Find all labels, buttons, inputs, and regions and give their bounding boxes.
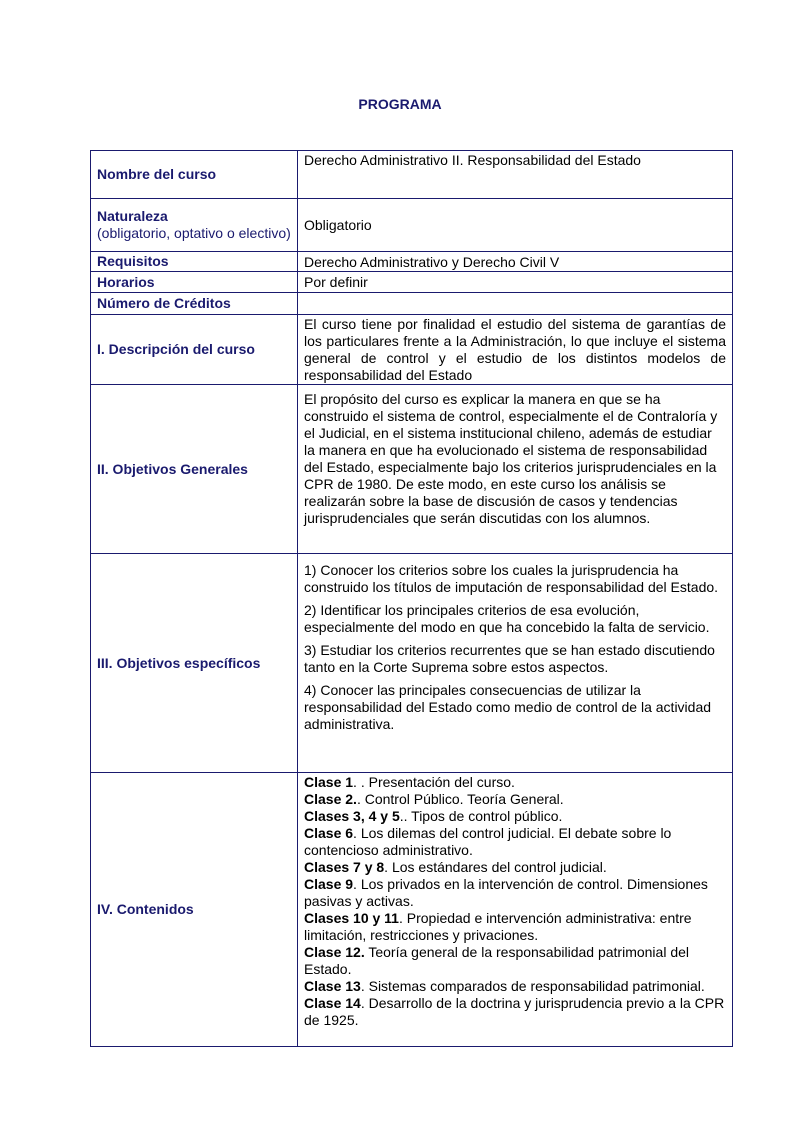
content-item: Clases 7 y 8. Los estándares del control judicial. bbox=[304, 859, 607, 875]
row-value: Derecho Administrativo II. Responsabilidad del Estado bbox=[298, 151, 733, 199]
row-value: Obligatorio bbox=[298, 199, 733, 252]
row-value: El curso tiene por finalidad el estudio del sistema de garantías de los particulares frente a la Administración, lo que incluye el sistema general de control y el estudio de los distintos modelos de responsabilidad del Estado bbox=[298, 315, 733, 385]
content-item: Clases 3, 4 y 5.. Tipos de control público. bbox=[304, 808, 563, 824]
table-row bbox=[91, 272, 733, 293]
label-subtext: (obligatorio, optativo o electivo) bbox=[97, 225, 291, 241]
objective-item: 1) Conocer los criterios sobre los cuales la jurisprudencia ha construido los títulos de imputación de responsabilidad del Estado. bbox=[304, 562, 719, 595]
row-label bbox=[91, 199, 298, 252]
row-value: El propósito del curso es explicar la manera en que se ha construido el sistema de control, especialmente el de Contraloría y el Judicial, en el sistema institucional chileno, además de estudiar la manera en que ha evolucionado el sistema de responsabilidad del Estado, especialmente bajo los criterios jurisprudenciales en la CPR de 1980. De este modo, en este curso los análisis se realizarán sobre la base de discusión de casos y tendencias jurisprudenciales que serán discutidas con los alumnos. bbox=[298, 385, 733, 554]
content-item: Clase 14. Desarrollo de la doctrina y jurisprudencia previo a la CPR de 1925. bbox=[304, 995, 725, 1028]
table-row bbox=[91, 199, 733, 252]
content-item: Clase 6. Los dilemas del control judicial. El debate sobre lo contencioso administrativo. bbox=[304, 825, 672, 858]
row-label: Nombre del curso bbox=[91, 151, 298, 199]
row-value bbox=[298, 773, 733, 1047]
table-row bbox=[91, 773, 733, 1047]
content-item: Clase 13. Sistemas comparados de responsabilidad patrimonial. bbox=[304, 978, 705, 994]
row-value: Derecho Administrativo y Derecho Civil V bbox=[298, 252, 733, 272]
row-value bbox=[298, 554, 733, 773]
row-label: III. Objetivos específicos bbox=[91, 554, 298, 773]
program-table bbox=[90, 150, 733, 1047]
table-row bbox=[91, 554, 733, 773]
row-label: Número de Créditos bbox=[91, 293, 298, 315]
table-row bbox=[91, 293, 733, 315]
label-text: Naturaleza bbox=[97, 208, 168, 224]
row-label: IV. Contenidos bbox=[91, 773, 298, 1047]
row-label: II. Objetivos Generales bbox=[91, 385, 298, 554]
content-item: Clase 2.. Control Público. Teoría General. bbox=[304, 791, 564, 807]
page-title: PROGRAMA bbox=[358, 96, 442, 112]
row-value: Por definir bbox=[298, 272, 733, 293]
table-row bbox=[91, 151, 733, 199]
objective-item: 3) Estudiar los criterios recurrentes que se han estado discutiendo tanto en la Corte Suprema sobre estos aspectos. bbox=[304, 642, 715, 675]
objective-item: 4) Conocer las principales consecuencias de utilizar la responsabilidad del Estado como medio de control de la actividad administrativa. bbox=[304, 682, 712, 732]
row-label: I. Descripción del curso bbox=[91, 315, 298, 385]
table-row bbox=[91, 385, 733, 554]
row-label: Horarios bbox=[91, 272, 298, 293]
row-label: Requisitos bbox=[91, 252, 298, 272]
table-row bbox=[91, 315, 733, 385]
row-value bbox=[298, 293, 733, 315]
content-item: Clase 1. . Presentación del curso. bbox=[304, 774, 515, 790]
objective-item: 2) Identificar los principales criterios de esa evolución, especialmente del modo en que ha concebido la falta de servicio. bbox=[304, 602, 710, 635]
content-item: Clases 10 y 11. Propiedad e intervención administrativa: entre limitación, restricciones y privaciones. bbox=[304, 910, 692, 943]
content-item: Clase 12. Teoría general de la responsabilidad patrimonial del Estado. bbox=[304, 944, 690, 977]
content-item: Clase 9. Los privados en la intervención de control. Dimensiones pasivas y activas. bbox=[304, 876, 708, 909]
table-row bbox=[91, 252, 733, 272]
